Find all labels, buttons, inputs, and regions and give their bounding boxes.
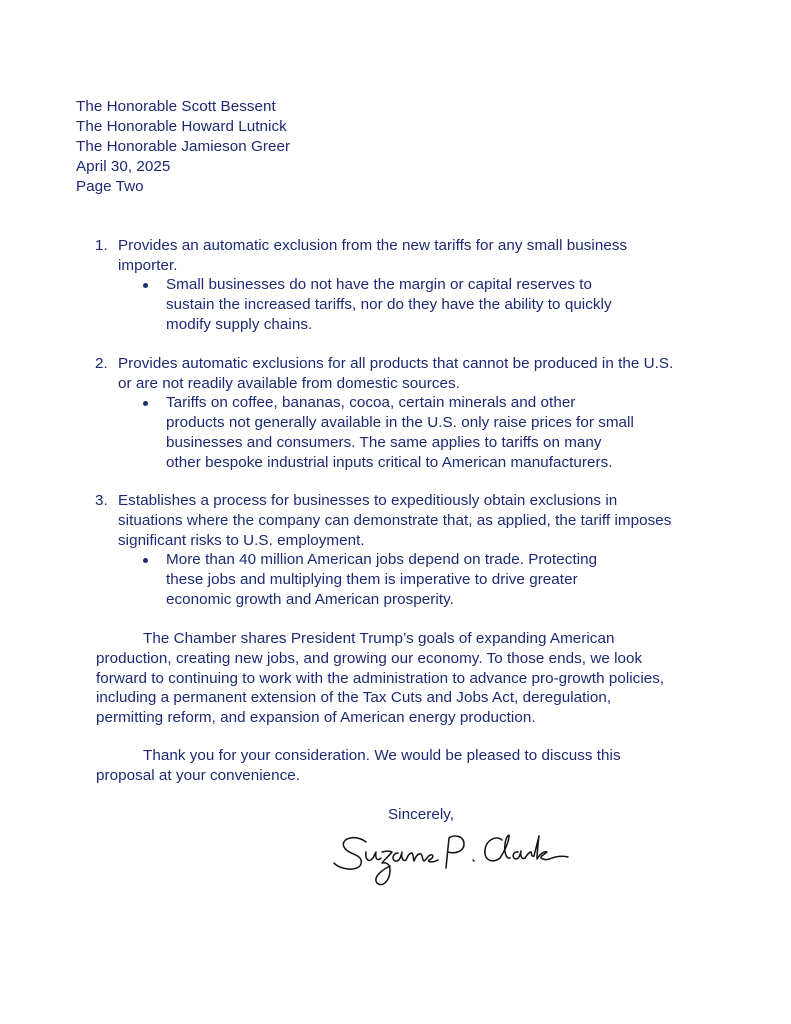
handwritten-signature: [328, 816, 578, 896]
bullet-text-line: these jobs and multiplying them is imperative to drive greater: [166, 571, 578, 588]
recipient-line-3: The Honorable Jamieson Greer: [76, 138, 291, 155]
bullet-text-line: Tariffs on coffee, bananas, cocoa, certain minerals and other: [166, 394, 576, 411]
bullet-text-line: sustain the increased tariffs, nor do they have the ability to quickly: [166, 296, 612, 313]
bullet-text-line: businesses and consumers. The same applies to tariffs on many: [166, 434, 602, 451]
item-text-line: Establishes a process for businesses to expeditiously obtain exclusions in: [118, 492, 618, 509]
paragraph-line: Thank you for your consideration. We would be pleased to discuss this: [143, 747, 621, 764]
bullet-dot-icon: [143, 558, 148, 563]
bullet-dot-icon: [143, 283, 148, 288]
item-text-line: or are not readily available from domestic sources.: [118, 375, 460, 392]
paragraph-line: production, creating new jobs, and growing our economy. To those ends, we look: [96, 650, 643, 667]
page-label: Page Two: [76, 178, 144, 195]
bullet-text-line: More than 40 million American jobs depend on trade. Protecting: [166, 551, 598, 568]
paragraph-line: proposal at your convenience.: [96, 767, 301, 784]
item-text-line: Provides automatic exclusions for all products that cannot be produced in the U.S.: [118, 355, 674, 372]
bullet-text-line: economic growth and American prosperity.: [166, 591, 454, 608]
paragraph-line: forward to continuing to work with the administration to advance pro-growth policies,: [96, 670, 665, 687]
item-number: 2.: [95, 355, 108, 372]
bullet-text-line: other bespoke industrial inputs critical to American manufacturers.: [166, 454, 613, 471]
item-text-line: Provides an automatic exclusion from the new tariffs for any small business: [118, 237, 628, 254]
paragraph-line: permitting reform, and expansion of American energy production.: [96, 709, 536, 726]
recipient-line-2: The Honorable Howard Lutnick: [76, 118, 287, 135]
bullet-text-line: products not generally available in the U.S. only raise prices for small: [166, 414, 634, 431]
item-number: 1.: [95, 237, 108, 254]
item-text-line: significant risks to U.S. employment.: [118, 532, 365, 549]
item-text-line: situations where the company can demonstrate that, as applied, the tariff imposes: [118, 512, 672, 529]
item-text-line: importer.: [118, 257, 178, 274]
recipient-line-1: The Honorable Scott Bessent: [76, 98, 276, 115]
letter-date: April 30, 2025: [76, 158, 171, 175]
paragraph-line: The Chamber shares President Trump’s goals of expanding American: [143, 630, 615, 647]
closing-salutation: Sincerely,: [388, 806, 455, 823]
bullet-dot-icon: [143, 401, 148, 406]
bullet-text-line: Small businesses do not have the margin or capital reserves to: [166, 276, 593, 293]
paragraph-line: including a permanent extension of the Tax Cuts and Jobs Act, deregulation,: [96, 689, 612, 706]
item-number: 3.: [95, 492, 108, 509]
bullet-text-line: modify supply chains.: [166, 316, 313, 333]
